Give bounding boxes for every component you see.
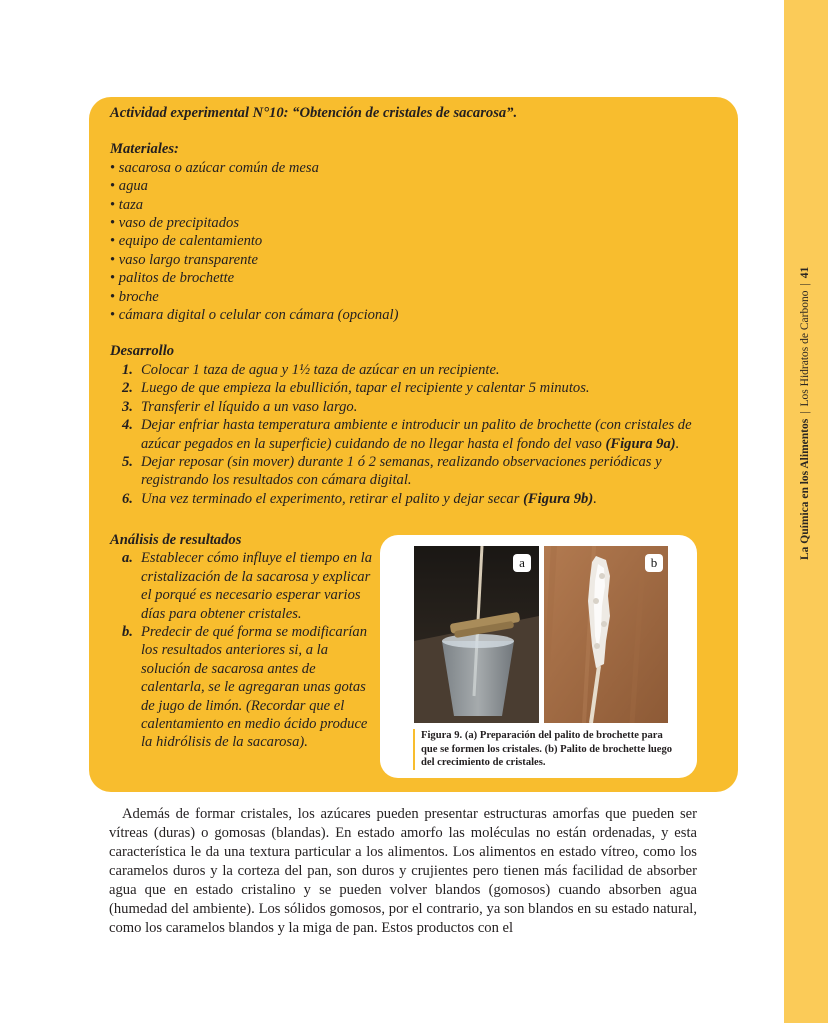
list-item: 3. Transferir el líquido a un vaso largo. xyxy=(122,398,358,415)
figure-label-b: b xyxy=(645,554,663,572)
glass-with-stick-image xyxy=(414,546,539,723)
activity-title: Actividad experimental N°10: “Obtención de cristales de sacarosa”. xyxy=(110,105,518,121)
materials-list xyxy=(110,159,710,325)
photo-crystal-stick xyxy=(544,546,668,723)
separator: | xyxy=(799,411,811,414)
list-item: • vaso largo transparente xyxy=(110,251,710,269)
figure-ref: (Figura 9a) xyxy=(605,435,676,452)
photo-glass xyxy=(414,546,539,723)
page-number: 41 xyxy=(799,266,811,279)
activity-content xyxy=(110,104,710,508)
separator: | xyxy=(799,283,811,286)
list-item: • vaso de precipitados xyxy=(110,214,710,232)
list-item: • agua xyxy=(110,177,710,195)
figure-caption: Figura 9. (a) Preparación del palito de brochette para que se formen los cristales. (b) Palito de brochette luego del crecimiento de cristales. xyxy=(413,729,681,770)
steps-list xyxy=(110,361,710,508)
list-item: • broche xyxy=(110,288,710,306)
list-item: a. Establecer cómo influye el tiempo en la cristalización de la sacarosa y explicar el porqué es necesario esperar varios días para obtener cristales. xyxy=(122,550,372,622)
crystal-stick-image xyxy=(544,546,668,723)
body-paragraph: Además de formar cristales, los azúcares pueden presentar estructuras amorfas que pueden ser vítreas (duras) o gomosas (blandas). En estado amorfo las moléculas no están ordenadas, y esta característica le da una textura particular a los alimentos. Los alimentos en estado vítreo, como los caramelos duros y la corteza del pan, son duros y crujientes pero tienen más facilidad de absorber agua que en estado cristalino y se pueden volver blandos (gomosos) cuando absorben agua (humedad del ambiente). Los sólidos gomosos, por el contrario, ya son blandos en su estado natural, como los caramelos blandos y la miga de pan. Estos productos con el xyxy=(109,806,697,936)
list-item: • cámara digital o celular con cámara (opcional) xyxy=(110,306,710,324)
analysis-section xyxy=(110,531,372,752)
development-heading: Desarrollo xyxy=(110,343,175,360)
list-item: 5. Dejar reposar (sin mover) durante 1 ó 2 semanas, realizando observaciones periódicas y registrando los resultados con cámara digital. xyxy=(122,453,662,489)
list-item: 4. Dejar enfriar hasta temperatura ambiente e introducir un palito de brochette (con cristales de azúcar pegados en la superficie) cuidando de no llegar hasta el fondo del vaso (Figura 9a). xyxy=(122,417,692,452)
figure-card xyxy=(380,535,697,778)
list-item: b. Predecir de qué forma se modificarían los resultados anteriores si, a la solución de sacarosa antes de calentarla, se le agregaran unas gotas de jugo de limón. (Recordar que el calentamiento en medio ácido produce la hidrólisis de la sacarosa). xyxy=(122,624,368,751)
list-item: 1. Colocar 1 taza de agua y 1½ taza de azúcar en un recipiente. xyxy=(122,361,500,378)
list-item: 6. Una vez terminado el experimento, retirar el palito y dejar secar (Figura 9b). xyxy=(122,490,597,507)
materials-heading: Materiales: xyxy=(110,141,179,158)
list-item: • sacarosa o azúcar común de mesa xyxy=(110,159,710,177)
list-item: • equipo de calentamiento xyxy=(110,232,710,250)
list-item: • palitos de brochette xyxy=(110,269,710,287)
chapter-title: Los Hidratos de Carbono xyxy=(799,290,811,407)
analysis-heading: Análisis de resultados xyxy=(110,532,242,548)
book-title: La Química en los Alimentos xyxy=(799,418,811,560)
list-item: 2. Luego de que empieza la ebullición, tapar el recipiente y calentar 5 minutos. xyxy=(122,380,590,397)
figure-ref: (Figura 9b) xyxy=(523,490,594,507)
list-item: • taza xyxy=(110,196,710,214)
figure-label-a: a xyxy=(513,554,531,572)
analysis-list xyxy=(110,549,372,751)
